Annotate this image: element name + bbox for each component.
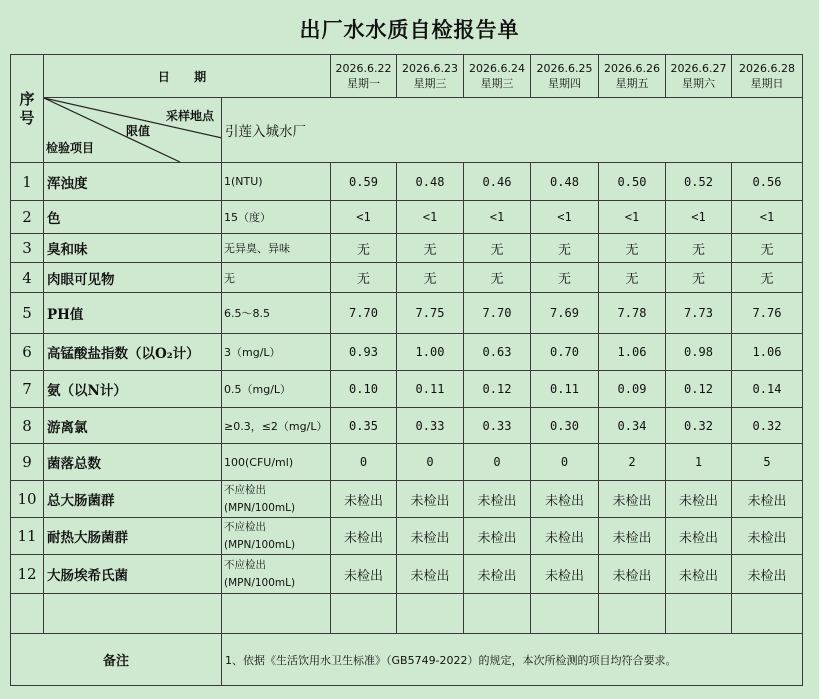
table-row	[11, 444, 803, 481]
row-item-name: 高锰酸盐指数（以O₂计）	[44, 334, 222, 371]
row-value-cell: 0.46	[464, 163, 531, 201]
row-value-cell: 0.59	[331, 163, 397, 201]
diagonal-header	[44, 98, 221, 162]
notes-text: 1、依据《生活饮用水卫生标准》（GB5749-2022）的规定，本次所检测的项目均符合要求。	[222, 634, 803, 686]
row-value-cell: 2	[599, 444, 666, 481]
row-value-cell: 0.12	[464, 371, 531, 408]
row-value-cell: 未检出	[464, 555, 531, 594]
row-value-cell: 0	[397, 444, 464, 481]
row-value-cell: 无	[397, 234, 464, 263]
sampling-site: 引莲入城水厂	[222, 98, 803, 163]
table-row	[11, 234, 803, 263]
row-value-cell: 未检出	[599, 518, 666, 555]
row-seq-number: 7	[11, 371, 44, 408]
row-value-cell: 0.11	[397, 371, 464, 408]
date-cell	[599, 55, 666, 98]
row-value-cell: 无	[531, 263, 599, 293]
empty-cell	[666, 594, 732, 634]
row-seq-number: 11	[11, 518, 44, 555]
row-value-cell: 未检出	[397, 518, 464, 555]
row-limit: 6.5～8.5	[222, 293, 331, 334]
corner-label-limit: 限值	[126, 124, 151, 138]
corner-label-sampling: 采样地点	[165, 109, 214, 123]
row-value-cell: 0.48	[397, 163, 464, 201]
row-value-cell: 未检出	[331, 518, 397, 555]
row-value-cell: 无	[732, 234, 803, 263]
date-value: 2026.6.28	[739, 62, 795, 75]
row-value-cell: <1	[732, 201, 803, 234]
row-value-cell: 无	[531, 234, 599, 263]
row-limit: ≥0.3，≤2（mg/L）	[222, 408, 331, 444]
date-cell	[732, 55, 803, 98]
row-value-cell: 未检出	[397, 481, 464, 518]
row-item-name: 游离氯	[44, 408, 222, 444]
date-header-label: 日 期	[44, 55, 331, 98]
row-value-cell: 未检出	[599, 555, 666, 594]
row-seq-number: 12	[11, 555, 44, 594]
row-limit: 100(CFU/ml)	[222, 444, 331, 481]
corner-label-item: 检验项目	[46, 141, 95, 155]
row-value-cell: 未检出	[732, 555, 803, 594]
row-limit: 15（度）	[222, 201, 331, 234]
report-title: 出厂水水质自检报告单	[299, 17, 520, 42]
row-value-cell: 0.30	[531, 408, 599, 444]
row-value-cell: 无	[464, 263, 531, 293]
row-value-cell: 0.52	[666, 163, 732, 201]
row-value-cell: 未检出	[464, 518, 531, 555]
row-value-cell: 0.93	[331, 334, 397, 371]
row-value-cell: 未检出	[732, 518, 803, 555]
row-value-cell: 未检出	[464, 481, 531, 518]
row-value-cell: 未检出	[666, 555, 732, 594]
table-row	[11, 201, 803, 234]
date-value: 2026.6.25	[536, 62, 593, 75]
row-value-cell: 0.48	[531, 163, 599, 201]
row-value-cell: 无	[732, 263, 803, 293]
row-seq-number: 4	[11, 263, 44, 293]
notes-row	[11, 634, 803, 686]
row-value-cell: 7.70	[331, 293, 397, 334]
row-value-cell: 未检出	[331, 481, 397, 518]
empty-cell	[599, 594, 666, 634]
row-value-cell: 无	[599, 263, 666, 293]
empty-cell	[531, 594, 599, 634]
row-value-cell: 无	[397, 263, 464, 293]
row-item-name: 浑浊度	[44, 163, 222, 201]
header-row-site	[11, 98, 803, 163]
weekday-value: 星期六	[682, 77, 715, 90]
date-value: 2026.6.22	[335, 62, 392, 75]
table-row	[11, 408, 803, 444]
row-value-cell: 0.56	[732, 163, 803, 201]
weekday-value: 星期日	[750, 77, 784, 90]
weekday-value: 星期三	[480, 77, 514, 90]
weekday-value: 星期一	[347, 77, 380, 90]
row-value-cell: 0.34	[599, 408, 666, 444]
row-value-cell: 5	[732, 444, 803, 481]
row-value-cell: 无	[331, 234, 397, 263]
row-value-cell: 0.33	[397, 408, 464, 444]
row-value-cell: 0.35	[331, 408, 397, 444]
row-value-cell: 未检出	[666, 481, 732, 518]
date-cell	[331, 55, 397, 98]
row-value-cell: 7.78	[599, 293, 666, 334]
row-item-name: PH值	[44, 293, 222, 334]
empty-cell	[11, 594, 44, 634]
notes-label: 备注	[11, 634, 222, 686]
header-row-dates	[11, 55, 803, 98]
date-value: 2026.6.24	[469, 62, 525, 75]
date-cell	[397, 55, 464, 98]
seq-header-char-1: 序	[19, 89, 35, 108]
row-seq-number: 6	[11, 334, 44, 371]
row-value-cell: 未检出	[397, 555, 464, 594]
table-row	[11, 334, 803, 371]
table-row	[11, 555, 803, 594]
row-value-cell: 未检出	[666, 518, 732, 555]
date-value: 2026.6.27	[670, 62, 727, 75]
row-limit: 不应检出(MPN/100mL)	[222, 555, 331, 594]
row-limit: 0.5（mg/L）	[222, 371, 331, 408]
row-seq-number: 5	[11, 293, 44, 334]
table-row	[11, 481, 803, 518]
empty-cell	[397, 594, 464, 634]
row-value-cell: 无	[666, 263, 732, 293]
row-seq-number: 1	[11, 163, 44, 201]
row-limit: 1(NTU)	[222, 163, 331, 201]
empty-cell	[222, 594, 331, 634]
table-row	[11, 293, 803, 334]
row-value-cell: 0.33	[464, 408, 531, 444]
row-value-cell: 7.75	[397, 293, 464, 334]
row-value-cell: <1	[331, 201, 397, 234]
row-value-cell: 0.10	[331, 371, 397, 408]
table-row	[11, 518, 803, 555]
row-limit: 无	[222, 263, 331, 293]
row-value-cell: 0.32	[666, 408, 732, 444]
date-cell	[464, 55, 531, 98]
row-value-cell: <1	[464, 201, 531, 234]
row-item-name: 总大肠菌群	[44, 481, 222, 518]
row-value-cell: 无	[331, 263, 397, 293]
row-value-cell: 0	[331, 444, 397, 481]
date-value: 2026.6.26	[604, 62, 660, 75]
row-value-cell: 未检出	[331, 555, 397, 594]
row-value-cell: 未检出	[531, 555, 599, 594]
row-item-name: 菌落总数	[44, 444, 222, 481]
table-row	[11, 263, 803, 293]
row-value-cell: 未检出	[531, 518, 599, 555]
seq-header-char-2: 号	[19, 108, 35, 127]
row-value-cell: <1	[599, 201, 666, 234]
row-item-name: 耐热大肠菌群	[44, 518, 222, 555]
row-value-cell: 1	[666, 444, 732, 481]
row-value-cell: 1.06	[599, 334, 666, 371]
row-value-cell: 7.76	[732, 293, 803, 334]
empty-cell	[44, 594, 222, 634]
row-seq-number: 8	[11, 408, 44, 444]
row-seq-number: 2	[11, 201, 44, 234]
report-table	[10, 54, 803, 686]
date-cell	[531, 55, 599, 98]
diagonal-header-cell	[44, 98, 222, 163]
empty-cell	[464, 594, 531, 634]
row-item-name: 色	[44, 201, 222, 234]
row-value-cell: 0.12	[666, 371, 732, 408]
row-value-cell: 0.09	[599, 371, 666, 408]
row-value-cell: <1	[531, 201, 599, 234]
weekday-value: 星期三	[413, 77, 447, 90]
row-limit: 不应检出(MPN/100mL)	[222, 518, 331, 555]
empty-cell	[331, 594, 397, 634]
row-value-cell: 0.50	[599, 163, 666, 201]
weekday-value: 星期四	[548, 77, 581, 90]
row-value-cell: 无	[599, 234, 666, 263]
row-value-cell: 0	[464, 444, 531, 481]
row-value-cell: 0.98	[666, 334, 732, 371]
date-cell	[666, 55, 732, 98]
empty-row	[11, 594, 803, 634]
title-area	[0, 0, 819, 54]
row-value-cell: 1.00	[397, 334, 464, 371]
row-seq-number: 10	[11, 481, 44, 518]
row-limit: 3（mg/L）	[222, 334, 331, 371]
row-item-name: 臭和味	[44, 234, 222, 263]
row-value-cell: 7.73	[666, 293, 732, 334]
row-value-cell: 无	[666, 234, 732, 263]
row-item-name: 大肠埃希氏菌	[44, 555, 222, 594]
row-limit: 不应检出(MPN/100mL)	[222, 481, 331, 518]
row-value-cell: 0.63	[464, 334, 531, 371]
row-value-cell: 未检出	[531, 481, 599, 518]
table-row	[11, 371, 803, 408]
row-value-cell: 1.06	[732, 334, 803, 371]
row-limit: 无异臭、异味	[222, 234, 331, 263]
row-value-cell: 0	[531, 444, 599, 481]
row-value-cell: 0.11	[531, 371, 599, 408]
table-row	[11, 163, 803, 201]
date-value: 2026.6.23	[402, 62, 458, 75]
empty-cell	[732, 594, 803, 634]
row-seq-number: 3	[11, 234, 44, 263]
row-value-cell: 0.32	[732, 408, 803, 444]
row-value-cell: 0.70	[531, 334, 599, 371]
row-value-cell: 7.70	[464, 293, 531, 334]
row-item-name: 肉眼可见物	[44, 263, 222, 293]
weekday-value: 星期五	[615, 77, 649, 90]
row-seq-number: 9	[11, 444, 44, 481]
row-value-cell: 0.14	[732, 371, 803, 408]
row-value-cell: <1	[666, 201, 732, 234]
row-value-cell: 7.69	[531, 293, 599, 334]
row-value-cell: 无	[464, 234, 531, 263]
row-value-cell: 未检出	[599, 481, 666, 518]
row-value-cell: 未检出	[732, 481, 803, 518]
seq-header-cell	[11, 55, 44, 163]
row-item-name: 氨（以N计）	[44, 371, 222, 408]
row-value-cell: <1	[397, 201, 464, 234]
